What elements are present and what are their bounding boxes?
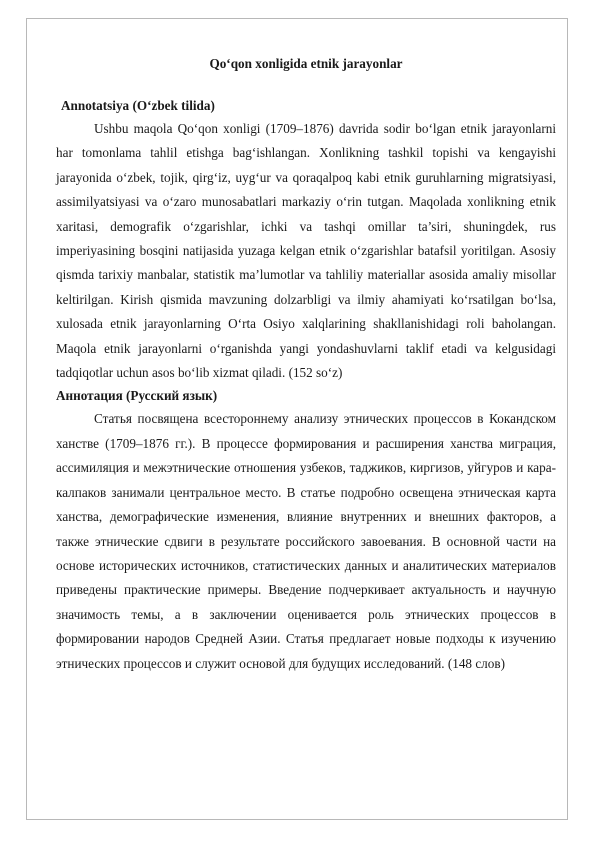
annotation-ru-paragraph: Статья посвящена всестороннему анализу этнических процессов в Кокандском ханстве (1709–1876 гг.). В процессе формирования и расширения ханства миграция, ассимиляция и межэтнические отношения узбеков, таджиков, киргизов, уйгуров и кара-калпаков занимали центральное место. В статье подробно освещена этническая карта ханства, демографические изменения, влияние внутренних и внешних факторов, а также этнические сдвиги в результате российского завоевания. В основной части на основе исторических источников, статистических данных и аналитических материалов приведены практические примеры. Введение подчеркивает актуальность и научную значимость темы, а в заключении оценивается роль этнических процессов в формировании народов Средней Азии. Статья предлагает новые подходы к изучению этнических процессов и служит основой для будущих исследований. (148 слов) xyxy=(56,411,556,671)
document-body xyxy=(56,55,556,676)
annotation-ru-heading: Аннотация (Русский язык) xyxy=(56,388,218,404)
annotation-uz-paragraph: Ushbu maqola Qo‘qon xonligi (1709–1876) davrida sodir bo‘lgan etnik jarayonlarni har tomonlama tahlil etishga bag‘ishlangan. Xonlikning tashkil topishi va kengayishi jarayonida o‘zbek, tojik, qirg‘iz, uyg‘ur va qoraqalpoq kabi etnik guruhlarning migratsiyasi, assimilyatsiyasi va o‘zaro munosabatlari markaziy o‘rin tutgan. Maqolada xonlikning etnik xaritasi, demografik o‘zgarishlar, ichki va tashqi omillar ta’siri, shuningdek, rus imperiyasining bosqini natijasida yuzaga kelgan etnik o‘zgarishlar batafsil yoritilgan. Asosiy qismda tarixiy manbalar, statistik ma’lumotlar va tahliliy materiallar asosida amaliy misollar keltirilgan. Kirish qismida mavzuning dolzarbligi va ilmiy ahamiyati ko‘rsatilgan bo‘lsa, xulosada etnik jarayonlarning O‘rta Osiyo xalqlarining shakllanishidagi roli baholangan. Maqola etnik jarayonlarni o‘rganishda yangi yondashuvlarni taklif etadi va kelgusidagi tadqiqotlar uchun asos bo‘lib xizmat qiladi. (152 so‘z) xyxy=(56,121,556,381)
annotation-uz-heading: Annotatsiya (O‘zbek tilida) xyxy=(61,98,215,113)
document-title: Qo‘qon xonligida etnik jarayonlar xyxy=(209,56,403,71)
